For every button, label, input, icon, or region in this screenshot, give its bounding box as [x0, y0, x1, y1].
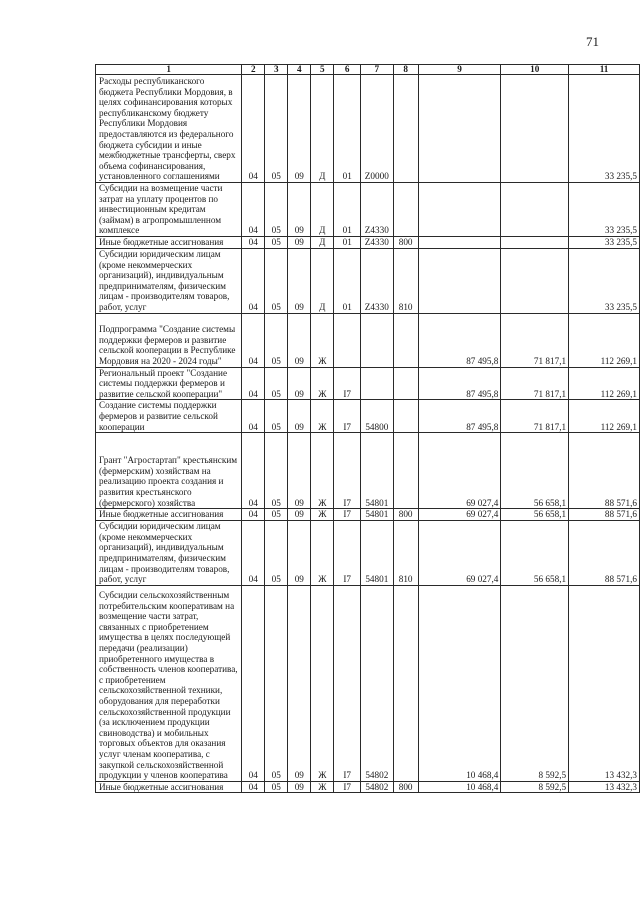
table-row — [96, 400, 640, 433]
table-cell: 69 027,4 — [418, 509, 501, 521]
table-cell: 04 — [242, 183, 265, 237]
table-cell: 09 — [288, 433, 311, 509]
table-cell: Z0000 — [361, 75, 393, 183]
table-row — [96, 433, 640, 509]
table-cell: 09 — [288, 75, 311, 183]
table-cell: 05 — [265, 781, 288, 793]
row-name-cell: Подпрограмма "Создание системы поддержки фермеров и развитие сельской кооперации в Республике Мордовия на 2020 - 2024 годы" — [96, 313, 242, 367]
table-cell — [418, 183, 501, 237]
table-cell: Ж — [311, 585, 334, 781]
table-row — [96, 585, 640, 781]
table-cell: Ж — [311, 367, 334, 400]
table-cell: 54801 — [361, 509, 393, 521]
table-cell: 05 — [265, 400, 288, 433]
table-cell: 112 269,1 — [569, 313, 640, 367]
table-cell: 04 — [242, 509, 265, 521]
column-header: 2 — [242, 65, 265, 75]
table-cell: 04 — [242, 367, 265, 400]
table-cell: 04 — [242, 313, 265, 367]
table-row — [96, 75, 640, 183]
row-name-cell: Иные бюджетные ассигнования — [96, 237, 242, 249]
table-row — [96, 367, 640, 400]
table-cell: 09 — [288, 520, 311, 585]
table-cell: 87 495,8 — [418, 400, 501, 433]
table-cell: 05 — [265, 183, 288, 237]
table-cell: 54801 — [361, 520, 393, 585]
table-cell: 800 — [393, 237, 418, 249]
table-cell: I7 — [334, 400, 361, 433]
column-header: 6 — [334, 65, 361, 75]
table-cell: Ж — [311, 313, 334, 367]
table-row — [96, 781, 640, 793]
table-cell: Д — [311, 237, 334, 249]
table-cell: 33 235,5 — [569, 183, 640, 237]
table-row — [96, 183, 640, 237]
table-cell: 05 — [265, 585, 288, 781]
table-cell — [393, 75, 418, 183]
table-cell: 69 027,4 — [418, 433, 501, 509]
header-row — [96, 65, 640, 75]
table-cell: I7 — [334, 509, 361, 521]
table-cell: I7 — [334, 367, 361, 400]
table-cell: 112 269,1 — [569, 367, 640, 400]
table-cell — [393, 400, 418, 433]
table-cell: 800 — [393, 781, 418, 793]
table-cell: 87 495,8 — [418, 367, 501, 400]
table-cell — [501, 248, 569, 313]
column-header: 9 — [418, 65, 501, 75]
table-cell: 71 817,1 — [501, 400, 569, 433]
table-cell: Ж — [311, 509, 334, 521]
table-cell: 56 658,1 — [501, 433, 569, 509]
table-cell: 04 — [242, 781, 265, 793]
table-cell: 13 432,3 — [569, 781, 640, 793]
table-cell: 05 — [265, 367, 288, 400]
column-header: 1 — [96, 65, 242, 75]
table-cell — [418, 237, 501, 249]
table-cell: 10 468,4 — [418, 585, 501, 781]
row-name-cell: Иные бюджетные ассигнования — [96, 509, 242, 521]
table-cell — [501, 183, 569, 237]
table-cell: 56 658,1 — [501, 509, 569, 521]
column-header: 8 — [393, 65, 418, 75]
row-name-cell: Иные бюджетные ассигнования — [96, 781, 242, 793]
column-header: 11 — [569, 65, 640, 75]
table-cell: 10 468,4 — [418, 781, 501, 793]
budget-table — [95, 64, 640, 793]
table-cell: 09 — [288, 781, 311, 793]
table-cell: 04 — [242, 520, 265, 585]
column-header: 4 — [288, 65, 311, 75]
table-cell: 05 — [265, 313, 288, 367]
table-cell: Д — [311, 248, 334, 313]
table-cell: Z4330 — [361, 183, 393, 237]
table-cell: Д — [311, 75, 334, 183]
table-cell: 88 571,6 — [569, 509, 640, 521]
table-cell: 88 571,6 — [569, 433, 640, 509]
table-cell: 09 — [288, 400, 311, 433]
table-row — [96, 509, 640, 521]
row-name-cell: Грант "Агростартап" крестьянским (фермерским) хозяйствам на реализацию проекта создания и развития крестьянского (фермерского) хозяйства — [96, 433, 242, 509]
row-name-cell: Субсидии сельскохозяйственным потребительским кооперативам на возмещение части затрат, связанных с приобретением имущества в целях последующей передачи (реализации) приобретенного имущества в собственность членов кооператива, с приобретением сельскохозяйственной техники, оборудования для переработки сельскохозяйственной продукции (за исключением продукции свиноводства) и мобильных торговых объектов для оказания услуг членам кооператива, с закупкой сельскохозяйственной продукции у членов кооператива — [96, 585, 242, 781]
table-cell: 04 — [242, 237, 265, 249]
table-cell: 04 — [242, 400, 265, 433]
table-row — [96, 313, 640, 367]
column-header: 7 — [361, 65, 393, 75]
table-cell: 112 269,1 — [569, 400, 640, 433]
table-row — [96, 520, 640, 585]
table-row — [96, 237, 640, 249]
row-name-cell: Создание системы поддержки фермеров и развитие сельской кооперации — [96, 400, 242, 433]
table-cell: I7 — [334, 520, 361, 585]
table-cell: 54801 — [361, 433, 393, 509]
table-cell: 71 817,1 — [501, 313, 569, 367]
table-cell: 800 — [393, 509, 418, 521]
table-cell: I7 — [334, 433, 361, 509]
table-cell: 810 — [393, 520, 418, 585]
table-cell — [393, 585, 418, 781]
table-cell: I7 — [334, 781, 361, 793]
table-cell: 54800 — [361, 400, 393, 433]
table-cell: 05 — [265, 520, 288, 585]
table-cell: 05 — [265, 509, 288, 521]
table-cell — [361, 313, 393, 367]
table-cell: 33 235,5 — [569, 75, 640, 183]
table-cell: 54802 — [361, 585, 393, 781]
row-name-cell: Региональный проект "Создание системы поддержки фермеров и развитие сельской кооперации" — [96, 367, 242, 400]
table-cell — [393, 367, 418, 400]
table-cell: 56 658,1 — [501, 520, 569, 585]
table-cell: 33 235,5 — [569, 237, 640, 249]
table-cell: 01 — [334, 183, 361, 237]
row-name-cell: Субсидии юридическим лицам (кроме некоммерческих организаций), индивидуальным предпринимателям, физическим лицам - производителям товаров, работ, услуг — [96, 520, 242, 585]
table-cell: 09 — [288, 248, 311, 313]
table-cell: 01 — [334, 75, 361, 183]
table-cell: Ж — [311, 781, 334, 793]
table-cell: I7 — [334, 585, 361, 781]
table-cell: Ж — [311, 400, 334, 433]
table-cell: 13 432,3 — [569, 585, 640, 781]
table-cell — [418, 248, 501, 313]
column-header: 10 — [501, 65, 569, 75]
table-row — [96, 248, 640, 313]
table-cell: 8 592,5 — [501, 781, 569, 793]
table-cell — [361, 367, 393, 400]
table-cell: 09 — [288, 313, 311, 367]
table-cell — [393, 313, 418, 367]
table-cell: 54802 — [361, 781, 393, 793]
table-cell — [393, 183, 418, 237]
row-name-cell: Расходы республиканского бюджета Республики Мордовия, в целях софинансирования которых республиканскому бюджету Республики Мордовия предоставляются из федерального бюджета субсидии и иные межбюджетные трансферты, сверх объема софинансирования, установленного соглашениями — [96, 75, 242, 183]
page-number: 71 — [586, 34, 599, 49]
table-cell — [334, 313, 361, 367]
table-cell — [393, 433, 418, 509]
table-cell: 09 — [288, 509, 311, 521]
table-cell — [418, 75, 501, 183]
table-cell: 04 — [242, 75, 265, 183]
table-cell: 88 571,6 — [569, 520, 640, 585]
table-cell: Ж — [311, 520, 334, 585]
column-header: 3 — [265, 65, 288, 75]
table-cell: 09 — [288, 183, 311, 237]
row-name-cell: Субсидии на возмещение части затрат на уплату процентов по инвестиционным кредитам (займам) в агропромышленном комплексе — [96, 183, 242, 237]
row-name-cell: Субсидии юридическим лицам (кроме некоммерческих организаций), индивидуальным предпринимателям, физическим лицам - производителям товаров, работ, услуг — [96, 248, 242, 313]
table-cell: Ж — [311, 433, 334, 509]
table-cell: 05 — [265, 237, 288, 249]
table-cell: 05 — [265, 433, 288, 509]
table-cell: 05 — [265, 75, 288, 183]
table-cell: Z4330 — [361, 248, 393, 313]
table-cell: 810 — [393, 248, 418, 313]
table-cell: 09 — [288, 237, 311, 249]
table-cell: 33 235,5 — [569, 248, 640, 313]
table-cell: 04 — [242, 585, 265, 781]
table-cell: 8 592,5 — [501, 585, 569, 781]
table-cell: 04 — [242, 248, 265, 313]
table-cell: 71 817,1 — [501, 367, 569, 400]
table-cell: 05 — [265, 248, 288, 313]
table-cell — [501, 75, 569, 183]
table-cell: Z4330 — [361, 237, 393, 249]
table-cell: 01 — [334, 248, 361, 313]
column-header: 5 — [311, 65, 334, 75]
table-cell: 01 — [334, 237, 361, 249]
table-cell: 04 — [242, 433, 265, 509]
table-cell — [501, 237, 569, 249]
table-cell: 87 495,8 — [418, 313, 501, 367]
table-cell: Д — [311, 183, 334, 237]
table-cell: 09 — [288, 367, 311, 400]
table-cell: 09 — [288, 585, 311, 781]
table-cell: 69 027,4 — [418, 520, 501, 585]
